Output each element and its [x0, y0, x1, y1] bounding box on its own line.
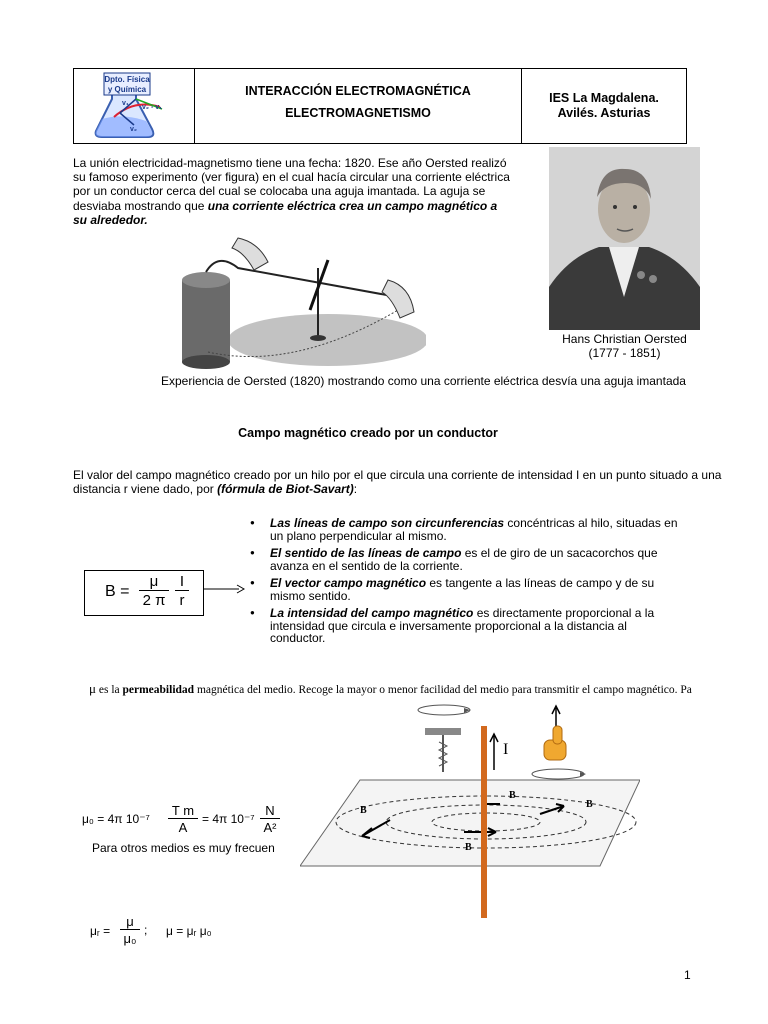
mur-formula: [90, 914, 250, 950]
field-label-b: B: [586, 799, 593, 810]
school-name: IES La Magdalena.: [549, 91, 659, 105]
mur-lhs: μᵣ =: [90, 924, 111, 938]
permeability-term: permeabilidad: [122, 684, 195, 696]
current-label: I: [503, 741, 509, 758]
biot-savart-paragraph: [73, 468, 723, 496]
figure-caption: Experiencia de Oersted (1820) mostrando como una corriente eléctrica desvía una aguja imantada: [161, 374, 686, 388]
list-item: ● La intensidad del campo magnético es directamente proporcional a la intensidad que circula e inversamente proporcional a la distancia al conductor.: [250, 607, 680, 645]
mu-symbol: μ: [89, 681, 96, 696]
mur-den: μ₀: [123, 931, 137, 946]
mur-rhs: μ = μᵣ μ₀: [166, 924, 212, 938]
formula-num2: I: [175, 573, 189, 591]
corkscrew-icon: [418, 705, 470, 772]
field-label-b: B: [465, 842, 472, 853]
logo-text-2: y Química: [107, 85, 147, 94]
intro-emphasis: una corriente eléctrica crea un campo magnético a su alrededor.: [73, 198, 498, 227]
logo-vector-2: v₂ - v₁: [142, 104, 163, 111]
logo-vector-1: v₁: [122, 100, 129, 107]
thumbs-up-icon: [532, 706, 586, 779]
mur-num: μ: [120, 914, 140, 930]
mu0-mid: = 4π 10⁻⁷: [202, 812, 255, 826]
oersted-portrait: [549, 147, 700, 330]
field-label-b: B: [509, 790, 516, 801]
header-table: [73, 68, 687, 144]
department-logo: [74, 69, 195, 143]
properties-list: [250, 517, 680, 650]
mur-separator: ;: [144, 923, 148, 937]
section-emphasis: (fórmula de Biot-Savart): [217, 482, 354, 497]
portrait-dates: (1777 - 1851): [588, 346, 661, 360]
wire-field-diagram: [300, 700, 640, 925]
mu0-lhs: μ₀ = 4π 10⁻⁷: [82, 812, 150, 826]
intro-paragraph: [73, 156, 513, 227]
section-end: :: [353, 482, 358, 497]
formula-den2: r: [179, 592, 185, 609]
intro-text: La unión electricidad-magnetismo tiene una fecha: 1820. Ese año Oersted realizó su famoso experimento (ver figura) en el cual hacía circular una corriente eléctrica por un conductor cerca del cual se colocaba una aguja imantada. La aguja se desviaba mostrando que: [73, 156, 510, 213]
section-text: El valor del campo magnético creado por un hilo por el que circula una corriente de intensidad I en un punto situado a una distancia r viene dado, por: [73, 468, 722, 497]
page-title: INTERACCIÓN ELECTROMAGNÉTICA: [245, 84, 471, 98]
school-location: Avilés. Asturias: [557, 106, 651, 120]
mu0-formula: [82, 803, 302, 837]
section-title: Campo magnético creado por un conductor: [238, 426, 498, 440]
list-item: ● El sentido de las líneas de campo es el de giro de un sacacorchos que avanza en el sentido de la corriente.: [250, 547, 680, 572]
page-number: 1: [684, 968, 691, 982]
biot-savart-formula: [84, 570, 204, 616]
portrait-caption: [549, 332, 700, 360]
field-label-b: B: [360, 805, 367, 816]
oersted-experiment-figure: [178, 232, 426, 372]
mu0-den2: A²: [263, 820, 277, 835]
logo-vector-3: v₂: [130, 126, 138, 133]
logo-text-1: Dpto. Física: [104, 75, 150, 84]
formula-den1: 2 π: [142, 592, 166, 609]
formula-num1: μ: [139, 573, 169, 591]
list-item: ● El vector campo magnético es tangente a las líneas de campo y de su mismo sentido.: [250, 577, 680, 602]
list-item: ● Las líneas de campo son circunferencias concéntricas al hilo, situadas en un plano perpendicular al mismo.: [250, 517, 680, 542]
portrait-name: Hans Christian Oersted: [562, 332, 687, 346]
page-subtitle: ELECTROMAGNETISMO: [285, 106, 431, 120]
mu0-num2: N: [260, 803, 280, 819]
formula-lhs: B =: [105, 583, 130, 600]
formula-arrow: [203, 583, 245, 595]
mu0-den1: A: [178, 820, 188, 835]
permeability-line: μ es la permeabilidad magnética del medio. Recoge la mayor o menor facilidad del medio para transmitir el campo magnético. Pa: [89, 681, 692, 696]
other-media-text: Para otros medios es muy frecuen: [92, 841, 275, 855]
mu0-num1: T m: [168, 803, 198, 819]
